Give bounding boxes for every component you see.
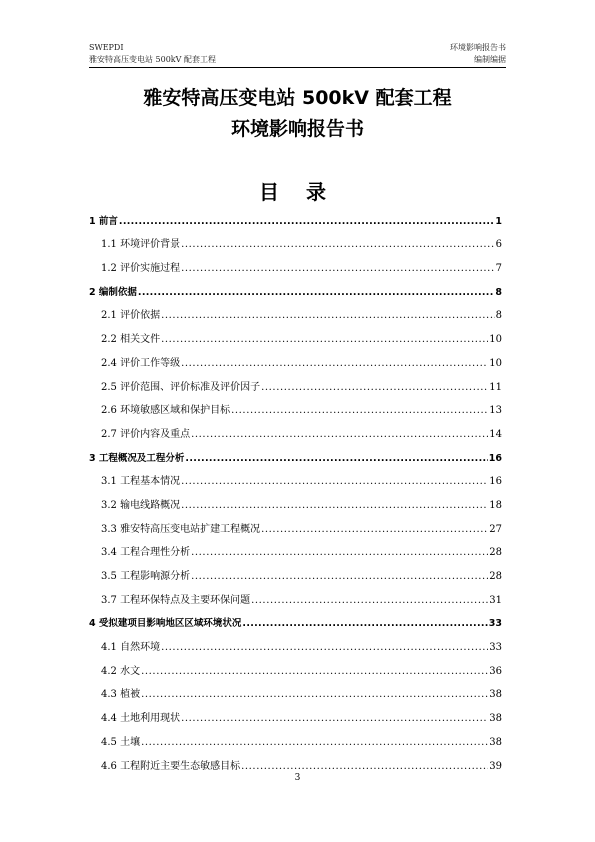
toc-entry-label: 3.2 输电线路概况 <box>101 499 181 511</box>
toc-entry-label: 2.4 评价工作等级 <box>101 357 181 369</box>
toc-leader-dots <box>181 239 495 251</box>
toc-entry-label: 4.2 水文 <box>101 665 141 677</box>
document-subtitle: 环境影响报告书 <box>230 118 364 140</box>
table-of-contents <box>89 204 502 773</box>
toc-entry-page: 8 <box>495 286 502 298</box>
toc-leader-dots <box>261 382 488 394</box>
toc-entry-page: 38 <box>489 713 502 725</box>
header-project: 雅安特高压变电站 500kV 配套工程 <box>89 55 216 64</box>
toc-section-entry[interactable] <box>89 251 502 275</box>
toc-entry-page: 10 <box>489 334 502 346</box>
toc-chapter-entry[interactable] <box>89 441 502 465</box>
toc-entry-page: 11 <box>489 381 502 393</box>
toc-entry-label: 2.7 评价内容及重点 <box>101 428 191 440</box>
toc-entry-label: 2.2 相关文件 <box>101 334 161 346</box>
toc-entry-page: 14 <box>489 428 502 440</box>
toc-leader-dots <box>191 429 488 441</box>
header-section: 编制编据 <box>474 55 506 64</box>
toc-entry-page: 7 <box>495 263 502 275</box>
toc-leader-dots <box>141 737 488 749</box>
toc-chapter-entry[interactable] <box>89 204 502 228</box>
toc-leader-dots <box>181 358 488 370</box>
toc-leader-dots <box>185 453 487 465</box>
toc-section-entry[interactable] <box>89 488 502 512</box>
header-doc-type: 环境影响报告书 <box>450 43 506 52</box>
toc-entry-page: 38 <box>489 736 502 748</box>
toc-entry-label: 3.7 工程环保特点及主要环保问题 <box>101 594 251 606</box>
toc-entry-label: 3 工程概况及工程分析 <box>89 452 185 464</box>
toc-entry-label: 3.1 工程基本情况 <box>101 476 181 488</box>
toc-leader-dots <box>181 500 488 512</box>
toc-entry-label: 1.2 评价实施过程 <box>101 263 181 275</box>
toc-leader-dots <box>181 713 488 725</box>
toc-entry-page: 18 <box>489 499 502 511</box>
toc-section-entry[interactable] <box>89 346 502 370</box>
toc-entry-label: 4.3 植被 <box>101 689 141 701</box>
toc-section-entry[interactable] <box>89 725 502 749</box>
toc-entry-page: 13 <box>489 405 502 417</box>
toc-chapter-entry[interactable] <box>89 275 502 299</box>
toc-leader-dots <box>231 405 488 417</box>
toc-leader-dots <box>261 524 488 536</box>
toc-leader-dots <box>141 666 488 678</box>
toc-entry-label: 4.1 自然环境 <box>101 642 161 654</box>
toc-entry-page: 36 <box>489 665 502 677</box>
toc-section-entry[interactable] <box>89 701 502 725</box>
toc-section-entry[interactable] <box>89 228 502 252</box>
toc-section-entry[interactable] <box>89 654 502 678</box>
toc-entry-page: 33 <box>488 618 502 630</box>
toc-entry-label: 4.6 工程附近主要生态敏感目标 <box>101 760 241 772</box>
toc-section-entry[interactable] <box>89 394 502 418</box>
toc-entry-label: 1.1 环境评价背景 <box>101 239 181 251</box>
toc-leader-dots <box>119 216 494 228</box>
header-org: SWEPDI <box>89 43 124 52</box>
toc-leader-dots <box>138 287 494 299</box>
toc-leader-dots <box>181 263 495 275</box>
toc-entry-page: 1 <box>495 215 502 227</box>
running-header-right <box>450 42 506 66</box>
toc-section-entry[interactable] <box>89 678 502 702</box>
toc-entry-page: 6 <box>495 239 502 251</box>
toc-entry-label: 4.5 土壤 <box>101 736 141 748</box>
toc-section-entry[interactable] <box>89 322 502 346</box>
toc-section-entry[interactable] <box>89 536 502 560</box>
toc-leader-dots <box>191 547 488 559</box>
toc-entry-label: 4 受拟建项目影响地区区域环境状况 <box>89 618 242 630</box>
header-rule <box>89 67 506 68</box>
toc-section-entry[interactable] <box>89 749 502 773</box>
toc-entry-page: 31 <box>489 594 502 606</box>
toc-entry-page: 39 <box>489 760 502 772</box>
toc-heading: 目 录 <box>259 180 336 204</box>
toc-leader-dots <box>241 761 488 773</box>
toc-entry-label: 2.6 环境敏感区域和保护目标 <box>101 405 231 417</box>
toc-leader-dots <box>242 618 487 630</box>
toc-section-entry[interactable] <box>89 630 502 654</box>
toc-section-entry[interactable] <box>89 465 502 489</box>
toc-entry-page: 27 <box>489 523 502 535</box>
toc-leader-dots <box>141 689 488 701</box>
toc-section-entry[interactable] <box>89 370 502 394</box>
toc-entry-page: 38 <box>489 689 502 701</box>
toc-chapter-entry[interactable] <box>89 607 502 631</box>
toc-entry-label: 3.3 雅安特高压变电站扩建工程概况 <box>101 523 261 535</box>
toc-leader-dots <box>161 310 495 322</box>
running-header-left <box>89 42 216 66</box>
toc-entry-page: 16 <box>488 452 502 464</box>
toc-leader-dots <box>161 334 488 346</box>
toc-entry-page: 10 <box>489 357 502 369</box>
toc-entry-label: 2.1 评价依据 <box>101 310 161 322</box>
toc-entry-page: 8 <box>495 310 502 322</box>
toc-leader-dots <box>181 476 488 488</box>
toc-entry-label: 2.5 评价范围、评价标准及评价因子 <box>101 381 261 393</box>
toc-entry-label: 2 编制依据 <box>89 286 137 298</box>
document-title: 雅安特高压变电站 500kV 配套工程 <box>143 87 452 109</box>
toc-section-entry[interactable] <box>89 512 502 536</box>
toc-entry-label: 3.4 工程合理性分析 <box>101 547 191 559</box>
toc-entry-page: 28 <box>489 547 502 559</box>
toc-section-entry[interactable] <box>89 559 502 583</box>
toc-entry-page: 16 <box>489 476 502 488</box>
toc-entry-page: 28 <box>489 571 502 582</box>
toc-section-entry[interactable] <box>89 299 502 323</box>
page-number: 3 <box>294 773 301 783</box>
toc-entry-label: 1 前言 <box>89 215 118 227</box>
toc-entry-label: 4.4 土地利用现状 <box>101 713 181 725</box>
toc-leader-dots <box>191 571 488 583</box>
toc-section-entry[interactable] <box>89 583 502 607</box>
toc-leader-dots <box>161 642 488 654</box>
toc-entry-page: 33 <box>489 642 502 654</box>
toc-section-entry[interactable] <box>89 417 502 441</box>
toc-entry-label: 3.5 工程影响源分析 <box>101 571 191 582</box>
toc-leader-dots <box>251 595 488 607</box>
